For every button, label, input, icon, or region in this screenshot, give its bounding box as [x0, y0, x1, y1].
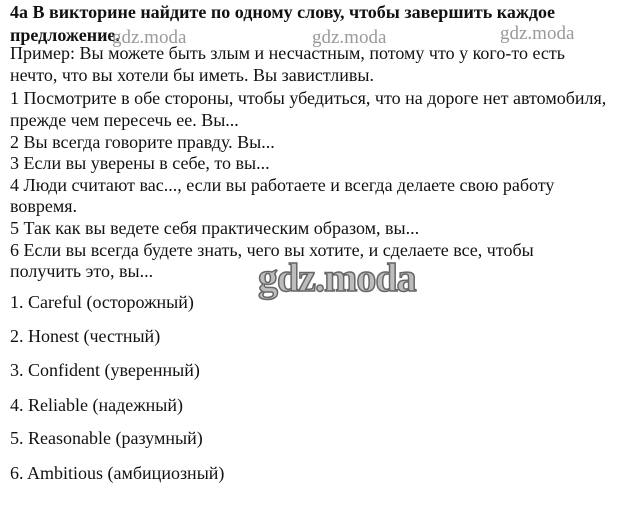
watermark: gdz.moda	[312, 27, 387, 48]
text-line: 4 Люди считают вас..., если вы работаете и всегда делаете свою работу	[10, 175, 555, 195]
answer: 2. Honest (честный)	[10, 326, 161, 346]
text-line: 1 Посмотрите в обе стороны, чтобы убедиться, что на дороге нет автомобиля,	[10, 88, 607, 108]
answer: 6. Ambitious (амбициозный)	[10, 463, 225, 483]
task-title: 4a В викторине найдите по одному слову, чтобы завершить каждое	[10, 2, 555, 22]
watermark: gdz.moda	[112, 27, 187, 48]
text-line: 3 Если вы уверены в себе, то вы...	[10, 153, 270, 173]
answer: 5. Reasonable (разумный)	[10, 428, 203, 448]
text-line: 6 Если вы всегда будете знать, чего вы хотите, и сделаете все, чтобы	[10, 240, 534, 260]
answer: 3. Confident (уверенный)	[10, 360, 200, 380]
task-title-cont: предложение.	[10, 25, 120, 45]
text-line: получить это, вы...	[10, 261, 154, 281]
answer: 1. Careful (осторожный)	[10, 292, 194, 312]
text-line: 5 Так как вы ведете себя практическим образом, вы...	[10, 218, 420, 238]
answer: 4. Reliable (надежный)	[10, 395, 184, 415]
watermark-large: gdz.moda	[258, 255, 416, 300]
text-line: Пример: Вы можете быть злым и несчастным, потому что у кого-то есть	[10, 43, 565, 63]
text-line: 2 Вы всегда говорите правду. Вы...	[10, 132, 275, 152]
text-line: прежде чем пересечь ее. Вы...	[10, 110, 239, 130]
text-line: вовремя.	[10, 196, 78, 216]
text-line: нечто, что вы хотели бы иметь. Вы завистливы.	[10, 65, 374, 85]
watermark: gdz.moda	[500, 23, 575, 44]
